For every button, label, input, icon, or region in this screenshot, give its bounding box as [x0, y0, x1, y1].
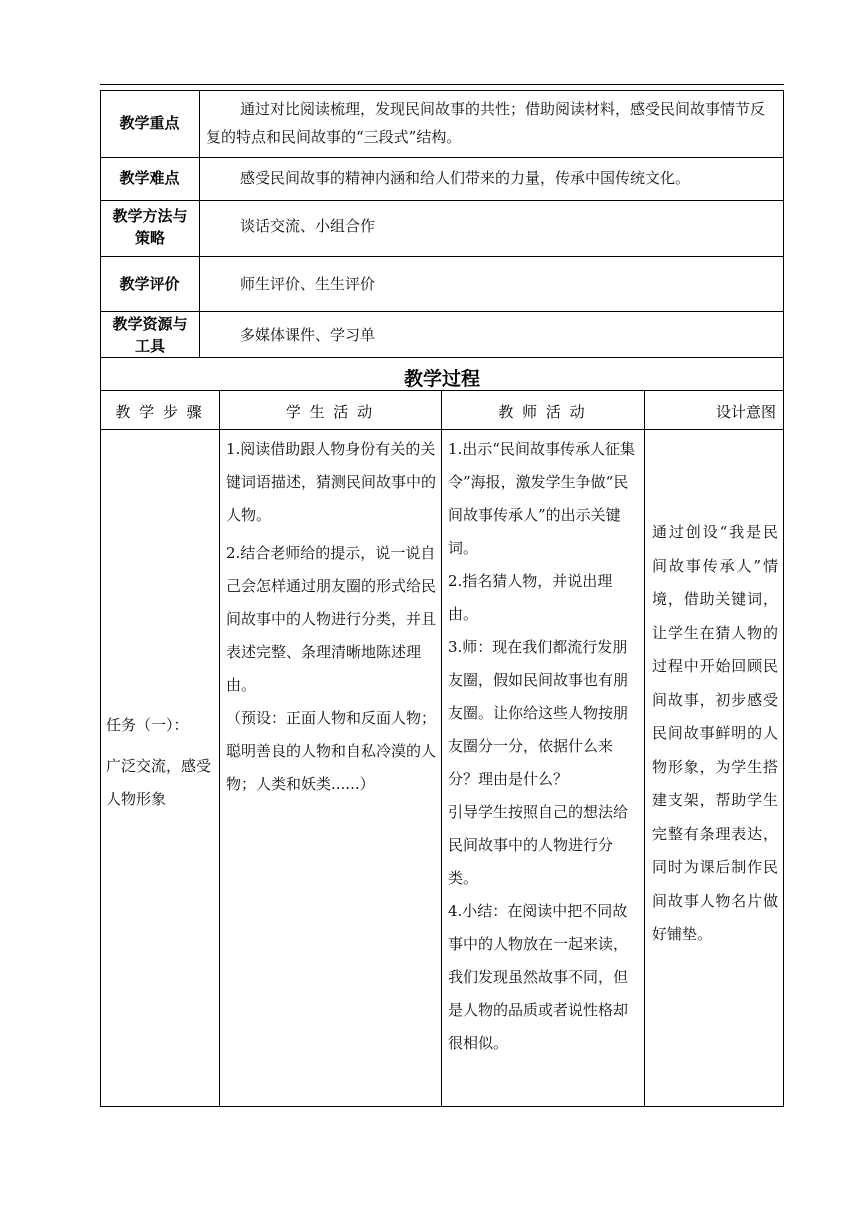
difficulty-label: 教学难点	[119, 169, 180, 187]
teacher-activity-item: 2.指名猜人物，并说出理由。	[448, 572, 613, 623]
column-header-intent: 设计意图	[715, 403, 776, 421]
step-description: 广泛交流，感受人物形象	[106, 757, 212, 808]
teacher-activities-cell	[448, 433, 640, 1060]
column-header-student: 学 生 活 动	[285, 403, 375, 421]
info-row-divider	[100, 311, 784, 312]
process-column-divider	[644, 390, 645, 1107]
resources-label: 教学资源与工具	[112, 315, 188, 355]
evaluation-label: 教学评价	[119, 275, 180, 293]
student-activity-item: 1.阅读借助跟人物身份有关的关键词语描述，猜测民间故事中的人物。	[226, 440, 437, 524]
key-points-value: 通过对比阅读梳理，发现民间故事的共性；借助阅读材料，感受民间故事情节反复的特点和民间故事的“三段式”结构。	[206, 100, 766, 146]
process-column-divider	[441, 390, 442, 1107]
teacher-activity-item: 4.小结：在阅读中把不同故事中的人物放在一起来读，我们发现虽然故事不同，但是人物的品质或者说性格却很相似。	[448, 902, 629, 1052]
step-cell	[106, 709, 216, 816]
info-row-divider	[100, 157, 784, 158]
header-rule	[100, 84, 784, 85]
info-column-divider	[199, 90, 200, 358]
key-points-label: 教学重点	[119, 114, 180, 132]
step-name: 任务（一）：	[106, 716, 189, 734]
student-activity-item: （预设：正面人物和反面人物；聪明善良的人物和自私冷漠的人物；人类和妖类......）	[226, 709, 437, 793]
student-activities-cell	[226, 433, 436, 801]
methods-label: 教学方法与策略	[112, 207, 188, 247]
teacher-activity-item: 1.出示“民间故事传承人征集令”海报，激发学生争做“民间故事传承人”的出示关键词。	[448, 440, 635, 557]
column-header-teacher: 教 师 活 动	[498, 403, 587, 421]
process-title: 教学过程	[403, 368, 480, 390]
teacher-activity-item: 3.师：现在我们都流行发朋友圈，假如民间故事也有朋友圈。让你给这些人物按朋友圈分一分，依据什么来分？理由是什么？	[448, 638, 629, 788]
methods-value: 谈话交流、小组合作	[240, 217, 376, 235]
column-header-steps: 教 学 步 骤	[115, 403, 204, 421]
process-header-divider	[100, 429, 784, 430]
info-row-divider	[100, 256, 784, 257]
process-column-divider	[219, 390, 220, 1107]
evaluation-value: 师生评价、生生评价	[240, 275, 376, 293]
info-row-divider	[100, 200, 784, 201]
design-intent-cell: 通过创设“我是民间故事传承人”情境，借助关键词，让学生在猜人物的过程中开始回顾民间故事，初步感受民间故事鲜明的人物形象，为学生搭建支架，帮助学生完整有条理表达，同时为课后制作民间故事人物名片做好铺垫。	[652, 523, 778, 943]
resources-value: 多媒体课件、学习单	[240, 326, 376, 344]
difficulty-value: 感受民间故事的精神内涵和给人们带来的力量，传承中国传统文化。	[240, 169, 691, 187]
teacher-activity-item: 引导学生按照自己的想法给民间故事中的人物进行分类。	[448, 803, 629, 887]
student-activity-item: 2.结合老师给的提示，说一说自己会怎样通过朋友圈的形式给民间故事中的人物进行分类，并且表述完整、条理清晰地陈述理由。	[226, 544, 437, 694]
